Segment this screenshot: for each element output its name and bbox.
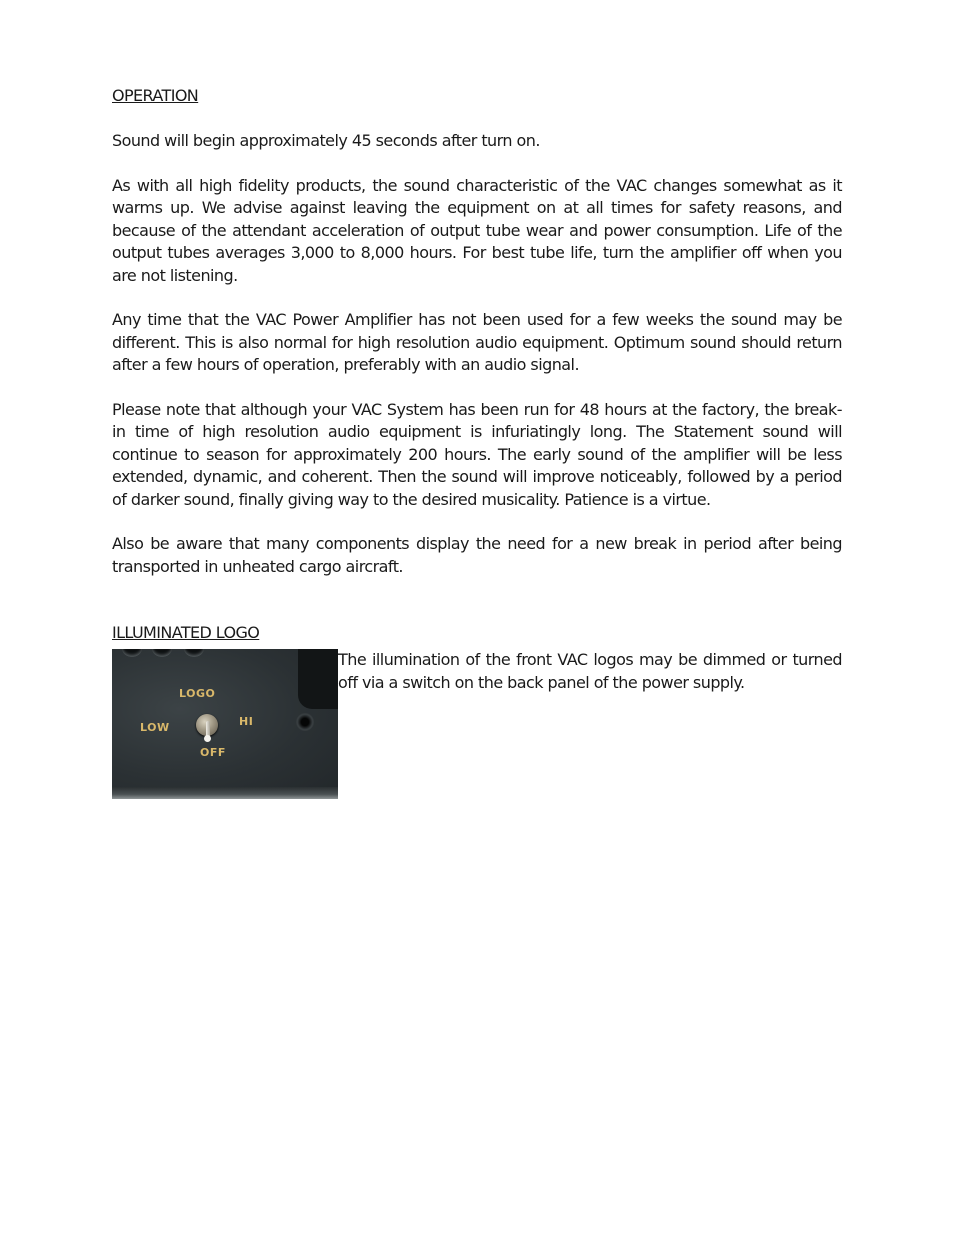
toggle-tip-icon <box>204 735 211 742</box>
operation-paragraph-3: Any time that the VAC Power Amplifier has not been used for a few weeks the sound may be different. This is also normal for high resolution audio equipment. Optimum sound should return after a few hours of operation, preferably with an audio signal. <box>112 310 842 374</box>
panel-knob <box>184 649 204 657</box>
panel-label-off: OFF <box>200 746 226 759</box>
document-page <box>112 85 842 799</box>
audio-jack-icon <box>296 713 314 731</box>
operation-paragraph-4: Please note that although your VAC System has been run for 48 hours at the factory, the break-in time of high resolution audio equipment is infuriatingly long. The Statement sound will continue to season for approximately 200 hours. The early sound of the amplifier will be less extended, dynamic, and coherent. Then the sound will improve noticeably, followed by a period of darker sound, finally giving way to the desired musicality. Patience is a virtue. <box>112 399 842 509</box>
panel-label-logo: LOGO <box>179 687 216 700</box>
operation-paragraph-5: Also be aware that many components display the need for a new break in period after being transported in unheated cargo aircraft. <box>112 534 842 576</box>
panel-edge <box>112 787 338 799</box>
panel-label-low: LOW <box>140 721 170 734</box>
operation-paragraph-1: Sound will begin approximately 45 seconds after turn on. <box>112 131 540 150</box>
illuminated-logo-caption: The illumination of the front VAC logos may be dimmed or turned off via a switch on the back panel of the power supply. <box>338 650 842 692</box>
illuminated-logo-heading: ILLUMINATED LOGO <box>112 623 260 642</box>
panel-knob <box>152 649 172 657</box>
logo-switch-photo <box>112 649 338 799</box>
panel-knob <box>122 649 142 657</box>
panel-label-hi: HI <box>239 715 254 728</box>
operation-heading: OPERATION <box>112 86 199 105</box>
power-connector-icon <box>298 649 338 709</box>
operation-paragraph-2: As with all high fidelity products, the sound characteristic of the VAC changes somewhat as it warms up. We advise against leaving the equipment on at all times for safety reasons, and because of the attendant acceleration of output tube wear and power consumption. Life of the output tubes averages 3,000 to 8,000 hours. For best tube life, turn the amplifier off when you are not listening. <box>112 175 842 285</box>
illuminated-logo-row <box>112 649 842 799</box>
